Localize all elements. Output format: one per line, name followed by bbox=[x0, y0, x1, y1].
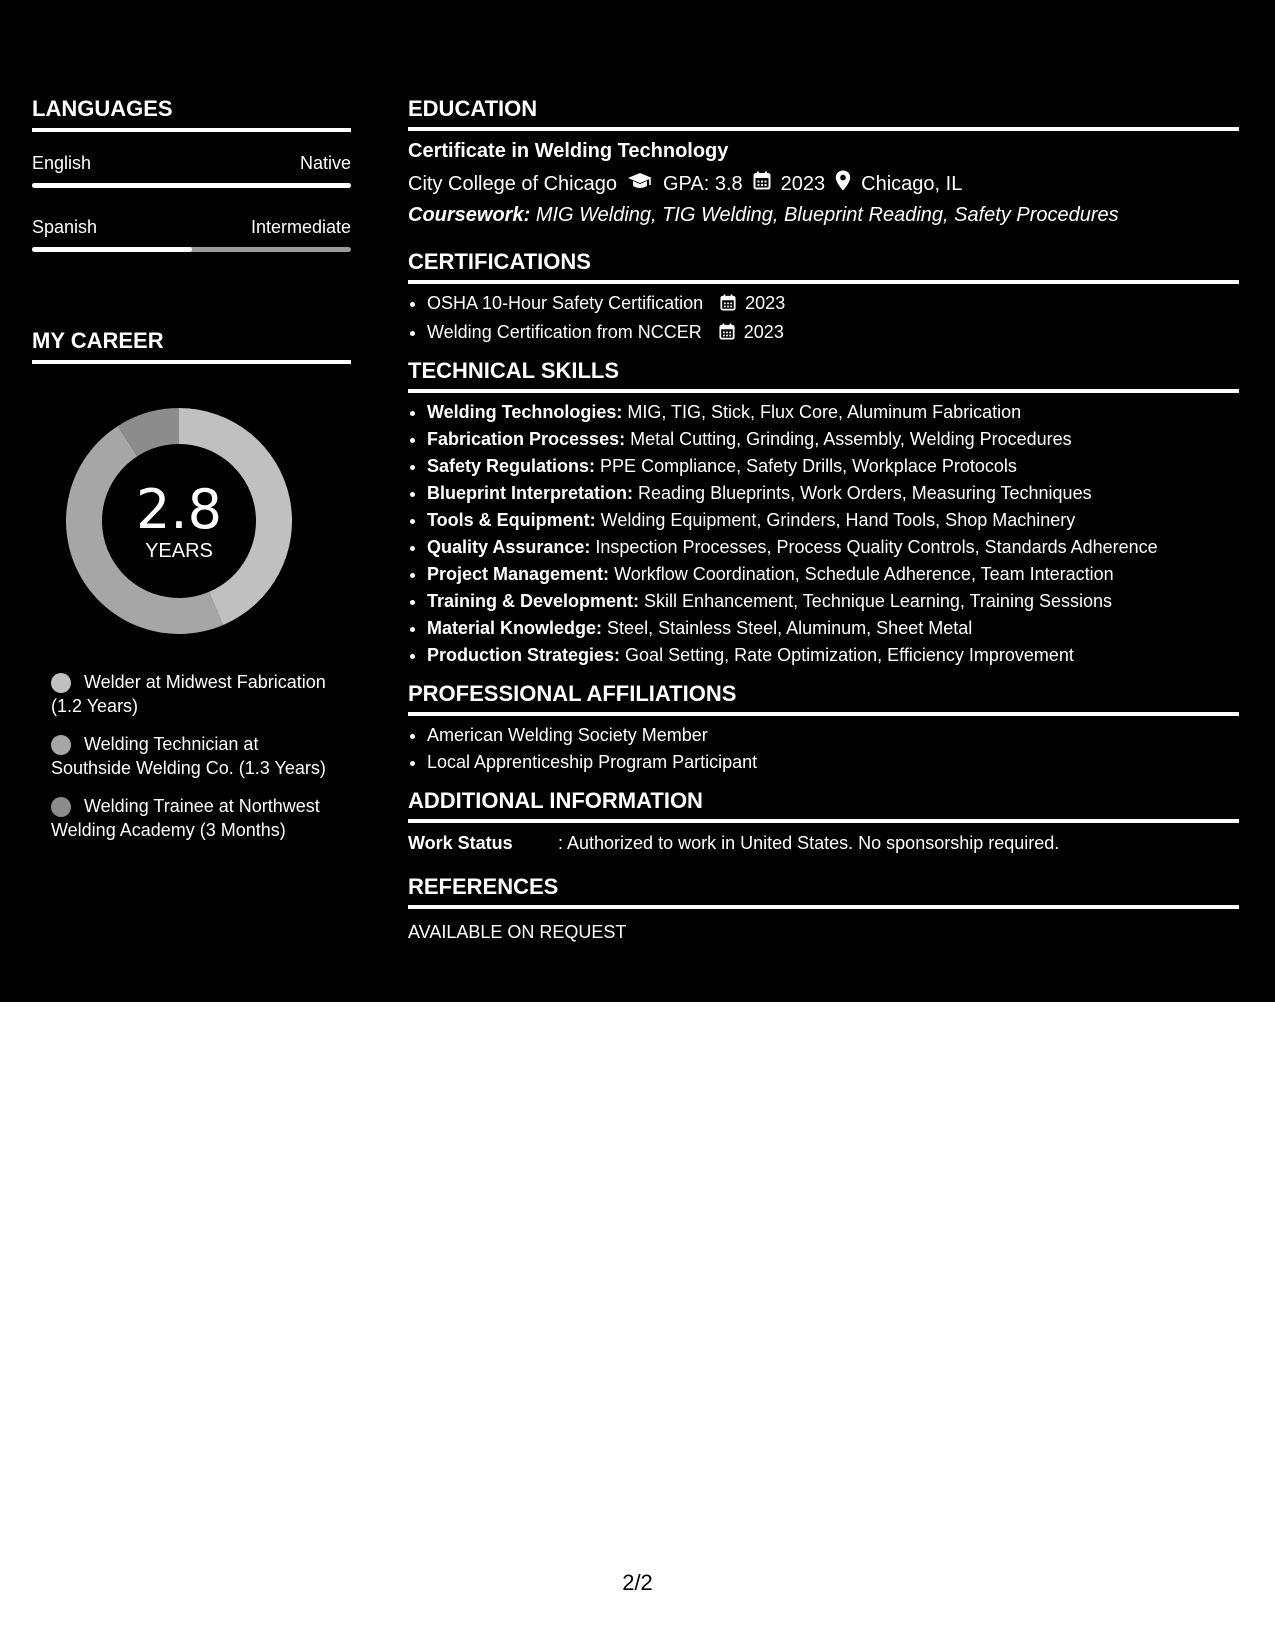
career-total-years: 2.8 bbox=[136, 478, 222, 541]
affiliations-heading: PROFESSIONAL AFFILIATIONS bbox=[408, 681, 737, 706]
education-heading: EDUCATION bbox=[408, 96, 538, 121]
career-heading: MY CAREER bbox=[32, 328, 164, 353]
skill-item bbox=[427, 453, 1239, 480]
skill-category: Fabrication Processes: bbox=[427, 429, 626, 449]
education-school: City College of Chicago bbox=[408, 172, 617, 195]
career-total-unit: YEARS bbox=[145, 540, 213, 562]
education-degree: Certificate in Welding Technology bbox=[408, 140, 729, 162]
skill-category: Tools & Equipment: bbox=[427, 510, 596, 530]
heading-rule bbox=[408, 905, 1239, 909]
skill-values: Steel, Stainless Steel, Aluminum, Sheet Metal bbox=[607, 618, 973, 638]
coursework-list: MIG Welding, TIG Welding, Blueprint Reading, Safety Procedures bbox=[535, 204, 1119, 226]
skill-category: Quality Assurance: bbox=[427, 537, 591, 557]
certification-year: 2023 bbox=[745, 293, 786, 313]
certifications-section bbox=[408, 249, 1239, 348]
career-legend-label: Welder at Midwest Fabrication (1.2 Years) bbox=[51, 672, 326, 716]
certification-name: OSHA 10-Hour Safety Certification bbox=[427, 293, 704, 313]
skill-values: PPE Compliance, Safety Drills, Workplace Protocols bbox=[600, 456, 1017, 476]
skills-heading: TECHNICAL SKILLS bbox=[408, 358, 620, 383]
skill-item bbox=[427, 642, 1239, 669]
skill-item bbox=[427, 615, 1239, 642]
affiliations-list bbox=[427, 722, 1239, 776]
career-section bbox=[32, 328, 351, 842]
legend-dot bbox=[51, 797, 71, 817]
skill-values: Welding Equipment, Grinders, Hand Tools, Shop Machinery bbox=[600, 510, 1076, 530]
education-meta bbox=[408, 170, 1239, 197]
references-text: AVAILABLE ON REQUEST bbox=[408, 922, 627, 942]
language-spanish bbox=[32, 216, 351, 252]
career-donut-center bbox=[66, 408, 292, 634]
skill-values: Skill Enhancement, Technique Learning, Training Sessions bbox=[644, 591, 1113, 611]
legend-dot bbox=[51, 673, 71, 693]
career-legend-label: Welding Technician at Southside Welding Co. (1.3 Years) bbox=[51, 734, 326, 778]
skill-values: MIG, TIG, Stick, Flux Core, Aluminum Fabrication bbox=[627, 402, 1022, 422]
skills-section bbox=[408, 358, 1239, 669]
career-legend-item bbox=[51, 670, 341, 718]
skill-category: Welding Technologies: bbox=[427, 402, 623, 422]
work-status-label: Work Status bbox=[408, 833, 513, 853]
skill-item bbox=[427, 561, 1239, 588]
skill-item bbox=[427, 534, 1239, 561]
language-level: Intermediate bbox=[250, 217, 351, 237]
map-pin-icon bbox=[835, 170, 851, 197]
skill-values: Goal Setting, Rate Optimization, Efficiency Improvement bbox=[625, 645, 1074, 665]
skill-category: Material Knowledge: bbox=[427, 618, 603, 638]
education-location: Chicago, IL bbox=[861, 172, 963, 195]
page-number: 2/2 bbox=[622, 1570, 653, 1595]
language-proficiency-fill bbox=[32, 247, 192, 252]
heading-rule bbox=[408, 819, 1239, 823]
skill-category: Project Management: bbox=[427, 564, 610, 584]
references-section bbox=[408, 874, 1239, 943]
calendar-icon bbox=[719, 321, 735, 348]
language-proficiency-fill bbox=[32, 183, 351, 188]
legend-dot bbox=[51, 735, 71, 755]
heading-rule bbox=[32, 128, 351, 132]
affiliations-section bbox=[408, 681, 1239, 776]
additional-info-heading: ADDITIONAL INFORMATION bbox=[408, 788, 703, 813]
coursework-label: Coursework: bbox=[408, 204, 531, 226]
language-proficiency-bar bbox=[32, 183, 351, 188]
languages-heading: LANGUAGES bbox=[32, 96, 173, 121]
sidebar bbox=[32, 96, 351, 856]
certification-year: 2023 bbox=[743, 322, 784, 342]
language-english bbox=[32, 152, 351, 188]
career-donut-chart bbox=[66, 408, 292, 634]
skill-category: Safety Regulations: bbox=[427, 456, 596, 476]
work-status-row bbox=[408, 832, 1239, 854]
skill-values: Inspection Processes, Process Quality Controls, Standards Adherence bbox=[595, 537, 1158, 557]
skill-item bbox=[427, 588, 1239, 615]
references-heading: REFERENCES bbox=[408, 874, 559, 899]
certifications-list bbox=[427, 290, 1239, 348]
language-level: Native bbox=[299, 153, 351, 173]
education-year: 2023 bbox=[780, 172, 826, 195]
skill-category: Blueprint Interpretation: bbox=[427, 483, 633, 503]
skill-item bbox=[427, 426, 1239, 453]
education-gpa: GPA: 3.8 bbox=[663, 172, 743, 195]
language-name: English bbox=[32, 153, 92, 173]
skill-category: Training & Development: bbox=[427, 591, 640, 611]
career-legend-item bbox=[51, 794, 341, 842]
main-content bbox=[408, 96, 1239, 953]
heading-rule bbox=[32, 360, 351, 364]
affiliation-item: • Local Apprenticeship Program Participant bbox=[427, 749, 1239, 776]
skill-values: Workflow Coordination, Schedule Adherence, Team Interaction bbox=[614, 564, 1114, 584]
additional-info-section bbox=[408, 788, 1239, 854]
career-legend-item bbox=[51, 732, 341, 780]
skill-values: Metal Cutting, Grinding, Assembly, Welding Procedures bbox=[630, 429, 1072, 449]
certification-name: Welding Certification from NCCER bbox=[427, 322, 702, 342]
skill-item bbox=[427, 507, 1239, 534]
heading-rule bbox=[408, 389, 1239, 393]
language-name: Spanish bbox=[32, 217, 98, 237]
career-legend bbox=[51, 670, 341, 842]
heading-rule bbox=[408, 280, 1239, 284]
heading-rule bbox=[408, 712, 1239, 716]
heading-rule bbox=[408, 127, 1239, 131]
calendar-icon bbox=[720, 292, 736, 319]
certification-item bbox=[427, 319, 1239, 348]
calendar-icon bbox=[753, 171, 771, 196]
skill-item bbox=[427, 399, 1239, 426]
certifications-heading: CERTIFICATIONS bbox=[408, 249, 591, 274]
skill-values: Reading Blueprints, Work Orders, Measuring Techniques bbox=[638, 483, 1092, 503]
affiliation-item: • American Welding Society Member bbox=[427, 722, 1239, 749]
skill-category: Production Strategies: bbox=[427, 645, 621, 665]
language-proficiency-bar bbox=[32, 247, 351, 252]
graduation-cap-icon bbox=[627, 172, 653, 196]
career-legend-label: Welding Trainee at Northwest Welding Academy (3 Months) bbox=[51, 796, 320, 840]
certification-item bbox=[427, 290, 1239, 319]
skill-item bbox=[427, 480, 1239, 507]
work-status-value: : Authorized to work in United States. No sponsorship required. bbox=[558, 833, 1060, 853]
education-section bbox=[408, 96, 1239, 227]
languages-section bbox=[32, 96, 351, 252]
skills-list bbox=[427, 399, 1239, 669]
education-coursework bbox=[408, 203, 1239, 227]
